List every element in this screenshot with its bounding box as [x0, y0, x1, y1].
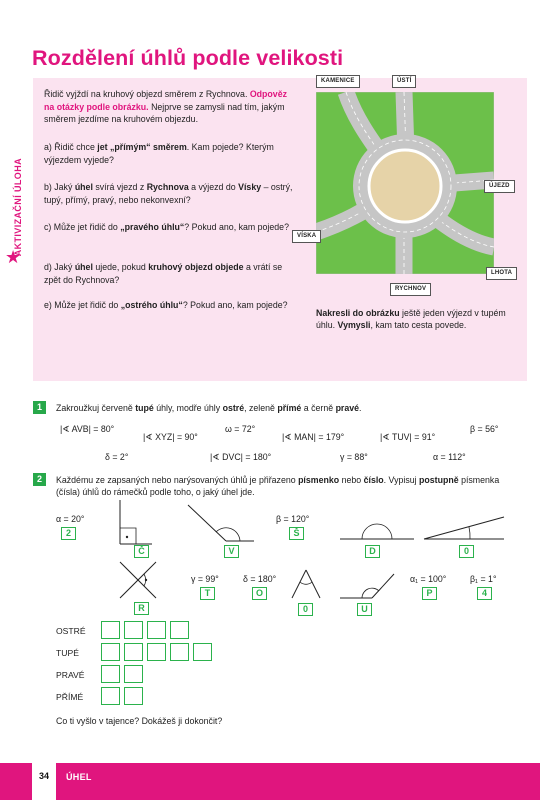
label-usti: ÚSTÍ: [392, 75, 416, 88]
measure-alpha[interactable]: α = 112°: [433, 452, 466, 462]
measure-delta[interactable]: δ = 2°: [105, 452, 129, 462]
measure-dvc[interactable]: |∢ DVC| = 180°: [210, 452, 272, 462]
tag-box: V: [224, 545, 239, 558]
label-ujezd: ÚJEZD: [484, 180, 515, 193]
tag-box: R: [134, 602, 149, 615]
value-beta: β = 120°: [276, 514, 310, 524]
tag-box: U: [357, 603, 372, 616]
question-e: e) Může jet řidič do „ostrého úhlu“? Pokud ano, kam pojede?: [44, 300, 288, 310]
answer-box-ostre-4[interactable]: [170, 621, 189, 639]
task-1-text: Zakroužkuj červeně tupé úhly, modře úhly ostré, zeleně přímé a černě pravé.: [56, 403, 362, 413]
task-2-text: Každému ze zapsaných nebo narýsovaných úhlů je přiřazeno písmenko nebo číslo. Vypisuj postupně písmenka (čísla) úhlů do rámečků podle toho, o jaký úhel jde.: [56, 475, 500, 498]
question-d: d) Jaký úhel ujede, pokud kruhový objezd objede a vrátí se zpět do Rychnova?: [44, 262, 283, 285]
tag-box: D: [365, 545, 380, 558]
tag-box: O: [252, 587, 267, 600]
label-lhota: LHOTA: [486, 267, 517, 280]
measure-omega[interactable]: ω = 72°: [225, 424, 256, 434]
angle-straight-drawing: [338, 515, 416, 543]
tag-box: 2: [61, 527, 76, 540]
answer-box-prime-2[interactable]: [124, 687, 143, 705]
measure-avb[interactable]: |∢ AVB| = 80°: [60, 424, 115, 434]
answer-box-tupe-4[interactable]: [170, 643, 189, 661]
value-beta1: β₁ = 1°: [470, 574, 497, 584]
section-title: ÚHEL: [66, 772, 92, 782]
label-viska: VÍSKA: [292, 230, 321, 243]
question-b: b) Jaký úhel svírá vjezd z Rychnova a výjezd do Vísky – ostrý, tupý, přímý, pravý, nebo nekonvexní?: [44, 182, 293, 205]
page-footer: [0, 763, 540, 800]
row-label-prave: PRAVÉ: [56, 670, 85, 680]
activation-task-label: [0, 78, 30, 408]
page-number: 34: [32, 763, 56, 800]
task-1-number: 1: [33, 401, 46, 414]
answer-box-tupe-5[interactable]: [193, 643, 212, 661]
tag-box: T: [200, 587, 215, 600]
answer-box-tupe-1[interactable]: [101, 643, 120, 661]
value-gamma: γ = 99°: [191, 574, 219, 584]
angle-right-drawing: [108, 500, 158, 550]
star-icon: ★: [5, 247, 22, 267]
answer-box-tupe-2[interactable]: [124, 643, 143, 661]
row-label-ostre: OSTRÉ: [56, 626, 86, 636]
measure-beta[interactable]: β = 56°: [470, 424, 499, 434]
measure-man[interactable]: |∢ MAN| = 179°: [282, 432, 345, 442]
answer-box-tupe-3[interactable]: [147, 643, 166, 661]
question-c: c) Může jet řidič do „pravého úhlu“? Pokud ano, kam pojede?: [44, 222, 289, 232]
tag-box: P: [422, 587, 437, 600]
angle-acute-drawing: [422, 515, 506, 543]
task-2-number: 2: [33, 473, 46, 486]
measure-tuv[interactable]: |∢ TUV| = 91°: [380, 432, 436, 442]
angle-crossing-drawing: [116, 560, 160, 600]
row-label-tupe: TUPÉ: [56, 648, 79, 658]
measure-gamma[interactable]: γ = 88°: [340, 452, 368, 462]
tag-box: 0: [459, 545, 474, 558]
question-a: a) Řidič chce jet „přímým“ směrem. Kam pojede? Kterým výjezdem vyjede?: [44, 142, 274, 165]
tag-box: 0: [298, 603, 313, 616]
tag-box: 4: [477, 587, 492, 600]
answer-box-prave-2[interactable]: [124, 665, 143, 683]
label-kamenice: KAMENICE: [316, 75, 360, 88]
value-delta: δ = 180°: [243, 574, 277, 584]
side-label-text: AKTIVIZAČNÍ ÚLOHA: [13, 158, 23, 257]
angle-u-drawing: [338, 570, 396, 600]
value-alpha: α = 20°: [56, 514, 85, 524]
value-alpha1: α₁ = 100°: [410, 574, 447, 584]
label-rychnov: RYCHNOV: [390, 283, 431, 296]
roundabout-diagram: [316, 92, 494, 274]
answer-box-ostre-3[interactable]: [147, 621, 166, 639]
answer-box-prime-1[interactable]: [101, 687, 120, 705]
draw-instruction: Nakresli do obrázku ještě jeden výjezd v tupém úhlu. Vymysli, kam tato cesta povede.: [316, 308, 506, 331]
final-question: Co ti vyšlo v tajence? Dokážeš ji dokončit?: [56, 716, 223, 726]
answer-box-ostre-2[interactable]: [124, 621, 143, 639]
intro-text: Řidič vyjždí na kruhový objezd směrem z Rychnova. Odpověz na otázky podle obrázku. Nejprve se zamysli nad tím, jakým směrem jezdíme na kruhovém objezdu.: [44, 89, 287, 125]
answer-box-ostre-1[interactable]: [101, 621, 120, 639]
page-title: Rozdělení úhlů podle velikosti: [32, 46, 344, 70]
measure-xyz[interactable]: |∢ XYZ| = 90°: [143, 432, 198, 442]
row-label-prime: PŘÍMÉ: [56, 692, 84, 702]
angle-a-drawing: [288, 568, 324, 600]
angle-obtuse-drawing: [186, 503, 256, 545]
tag-box: Š: [289, 527, 304, 540]
answer-box-prave-1[interactable]: [101, 665, 120, 683]
tag-box: Č: [134, 545, 149, 558]
